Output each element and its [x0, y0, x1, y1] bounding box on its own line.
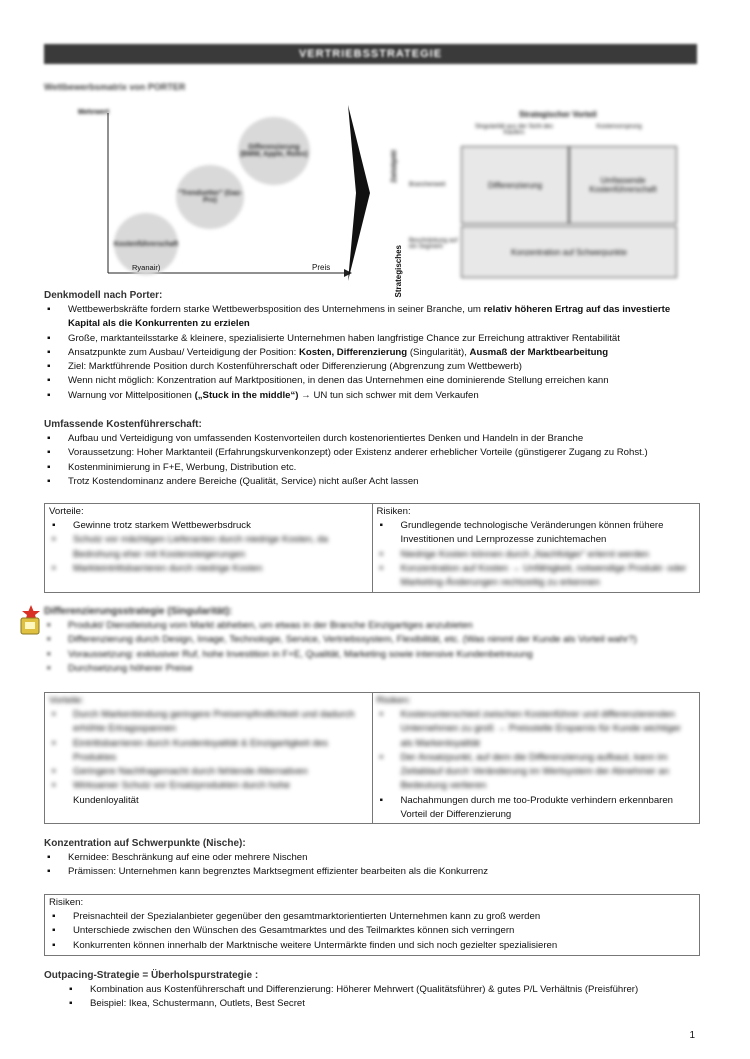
list-item: ▪ Schutz vor mächtigen Lieferanten durch niedrige Kosten, da Bedrohung eher mit Kostensteigerungen [49, 533, 368, 562]
list-item: ▪ Preisnachteil der Spezialanbieter gegenüber den gesamtmarktorientierten Unternehmen kann zu groß werden [49, 910, 695, 924]
page-number: 1 [689, 1030, 695, 1041]
bubble-cost-example: Ryanair) [132, 263, 161, 272]
section-differentiation [44, 606, 698, 676]
matrix-side-axis: Strategisches [394, 245, 403, 298]
bubble-trendsetter [176, 165, 244, 229]
diff-pros-cons-box [44, 692, 700, 824]
list-item: ▪ Ziel: Marktführende Position durch Kostenführerschaft oder Differenzierung (Abgrenzung zum Wettbewerb) [44, 360, 698, 374]
diff-pros-column [45, 693, 372, 823]
y-axis-label: Mehrwert [78, 109, 110, 116]
bubble-cost-label: Kostenführerschaft [113, 240, 179, 248]
list-item: ▪ Produkt/ Dienstleistung vom Markt abheben, um etwas in der Branche Einzigartiges anzubieten [44, 619, 698, 633]
list-item: ▪ Geringere Nachfragemacht durch fehlende Alternativen [49, 765, 368, 779]
chevron-arrow-icon [344, 105, 374, 285]
matrix-col2: Kostenvorsprung [596, 124, 642, 130]
list-item: ▪ Grundlegende technologische Veränderungen können frühere Investitionen und Lernprozesse zunichtemachen [377, 519, 696, 548]
note-star-icon [18, 604, 44, 638]
section-outpacing [44, 970, 698, 1012]
list-item: ▪ Wettbewerbskräfte fordern starke Wettbewerbsposition des Unternehmens in seiner Branche, um relativ höheren Ertrag auf das investierte Kapital als die Konkurrenten zu erzielen [44, 303, 698, 332]
list-item: ▪ Wenn nicht möglich: Konzentration auf Marktpositionen, in denen das Unternehmen eine dominierende Stellung erreichen kann [44, 374, 698, 388]
list-item: ▪ Eintrittsbarrieren durch Kundenloyalität & Einzigartigkeit des Produktes [49, 737, 368, 766]
list-item: ▪ Aufbau und Verteidigung von umfassenden Kostenvorteilen durch kostenorientiertes Denken und Handeln in der Branche [44, 432, 698, 446]
diff-cons-head: Risiken: [376, 695, 411, 706]
bubble-diff-label: Differenzierung (BMW, Apple, Rolex) [240, 144, 308, 158]
list-item: ▪ Voraussetzung: Hoher Marktanteil (Erfahrungskurvenkonzept) oder Existenz anderer erheblicher Vorteile (günstigerer Zugang zu Rohst.) [44, 446, 698, 460]
outpacing-title: Outpacing-Strategie = Überholspurstrategie : [44, 970, 259, 981]
list-item: ▪ Differenzierung durch Design, Image, Technologie, Service, Vertriebssystem, Flexibilität, etc. (Was nimmt der Kunde als Vorteil wahr?) [44, 633, 698, 647]
niche-title: Konzentration auf Schwerpunkte (Nische): [44, 838, 246, 849]
list-item: ▪ Gewinne trotz starkem Wettbewerbsdruck [49, 519, 368, 533]
diff-pros-continuation: Kundenloyalität [73, 794, 139, 806]
list-item: ▪ Durch Markenbindung geringere Preisempfindlichkeit und dadurch erhöhte Ertragsspannen [49, 708, 368, 737]
cost-title: Umfassende Kostenführerschaft: [44, 419, 202, 430]
cost-pros-head: Vorteile: [49, 506, 84, 517]
diff-title: Differenzierungsstrategie (Singularität): [44, 606, 233, 617]
matrix-col1: Singularität aus der Sicht des Käufers [474, 124, 554, 136]
matrix-header: Strategischer Vorteil [519, 110, 597, 119]
list-item: ▪ Kombination aus Kostenführerschaft und Differenzierung: Höherer Mehrwert (Qualitätsführer) & gutes P/L Verhältnis (Preisführer) [66, 983, 698, 997]
matrix-row1-label: Branchenweit [409, 182, 446, 188]
list-item: ▪ Trotz Kostendominanz andere Bereiche (Qualität, Service) nicht außer Acht lassen [44, 475, 698, 489]
section-cost-leadership [44, 419, 698, 489]
section-porter [44, 290, 698, 403]
list-item: ▪ Markteintrittsbarrieren durch niedrige Kosten [49, 562, 368, 576]
niche-risks-column [45, 895, 699, 955]
list-item: ▪ Voraussetzung: exklusiver Ruf, hohe Investition in F+E, Qualität, Marketing sowie intensive Kundenbetreuung [44, 648, 698, 662]
matrix-cell-focus: Konzentration auf Schwerpunkte [461, 226, 677, 278]
porter-title: Denkmodell nach Porter: [44, 290, 163, 301]
list-item: ▪ Konzentration auf Kosten → Unfähigkeit, notwendige Produkt- oder Marketing-Änderungen rechtzeitig zu erkennen [377, 562, 696, 591]
list-item: ▪ Durchsetzung höherer Preise [44, 662, 698, 676]
section-niche [44, 838, 698, 880]
matrix-row2-label: Beschränkung auf ein Segment [409, 238, 458, 250]
cost-cons-head: Risiken: [376, 506, 411, 517]
diff-pros-head: Vorteile: [49, 695, 84, 706]
list-item: ▪ Unterschiede zwischen den Wünschen des Gesamtmarktes und des Teilmarktes können sich verringern [49, 924, 695, 938]
list-item: ▪ Kostenunterschied zwischen Kostenführer und differenzierenden Unternehmen zu groß → Preisstelle Ersparnis für Kunde wichtiger als Markenloyalität [377, 708, 696, 751]
list-item: ▪ Warnung vor Mittelpositionen („Stuck in the middle“) → UN tun sich schwer mit dem Verkaufen [44, 389, 698, 403]
bubble-trendsetter-label: "Trendsetter" (Gaz-Pro) [177, 190, 243, 204]
x-axis-label: Preis [312, 263, 331, 272]
list-item: ▪ Große, marktanteilsstarke & kleinere, spezialisierte Unternehmen haben langfristige Chance zur Erreichung attraktiver Rentabilität [44, 332, 698, 346]
list-item: ▪ Der Ansatzpunkt, auf dem die Differenzierung aufbaut, kann im Zeitablauf durch Veränderung im Wertsystem der Abnehmer an Bedeutung verlieren [377, 751, 696, 794]
matrix-cell-differentiation: Differenzierung [461, 146, 569, 224]
diff-cons-column [372, 693, 700, 823]
bubble-differentiation [238, 117, 310, 185]
matrix-side-top: Zielobjekt [391, 150, 398, 183]
list-item: ▪ Ansatzpunkte zum Ausbau/ Verteidigung der Position: Kosten, Differenzierung (Singularität), Ausmaß der Marktbearbeitung [44, 346, 698, 360]
cost-pros-column [45, 504, 372, 592]
page-banner-title: VERTRIEBSSTRATEGIE [44, 44, 697, 64]
strategy-matrix [389, 110, 679, 280]
matrix-cell-cost: Umfassende Kostenführerschaft [569, 146, 677, 224]
list-item: ▪ Kernidee: Beschränkung auf eine oder mehrere Nischen [44, 851, 698, 865]
list-item: ▪ Wirksamer Schutz vor Ersatzprodukten durch hohe [49, 779, 368, 793]
list-item: ▪ Prämissen: Unternehmen kann begrenztes Marktsegment effizienter bearbeiten als die Konkurrenz [44, 865, 698, 879]
section-subtitle: Wettbewerbsmatrix von PORTER [44, 82, 186, 92]
list-item: ▪ Konkurrenten können innerhalb der Marktnische weitere Untermärkte finden und sich noch gezielter spezialisieren [49, 939, 695, 953]
list-item: ▪ Nachahmungen durch me too-Produkte verhindern erkennbaren Vorteil der Differenzierung [377, 794, 696, 823]
niche-risks-box [44, 894, 700, 956]
niche-risks-head: Risiken: [49, 897, 84, 908]
cost-pros-cons-box [44, 503, 700, 593]
list-item: ▪ Beispiel: Ikea, Schustermann, Outlets, Best Secret [66, 997, 698, 1011]
list-item: ▪ Niedrige Kosten können durch „Nachfolger“ erlernt werden [377, 548, 696, 562]
list-item: ▪ Kostenminimierung in F+E, Werbung, Distribution etc. [44, 461, 698, 475]
cost-cons-column [372, 504, 700, 592]
